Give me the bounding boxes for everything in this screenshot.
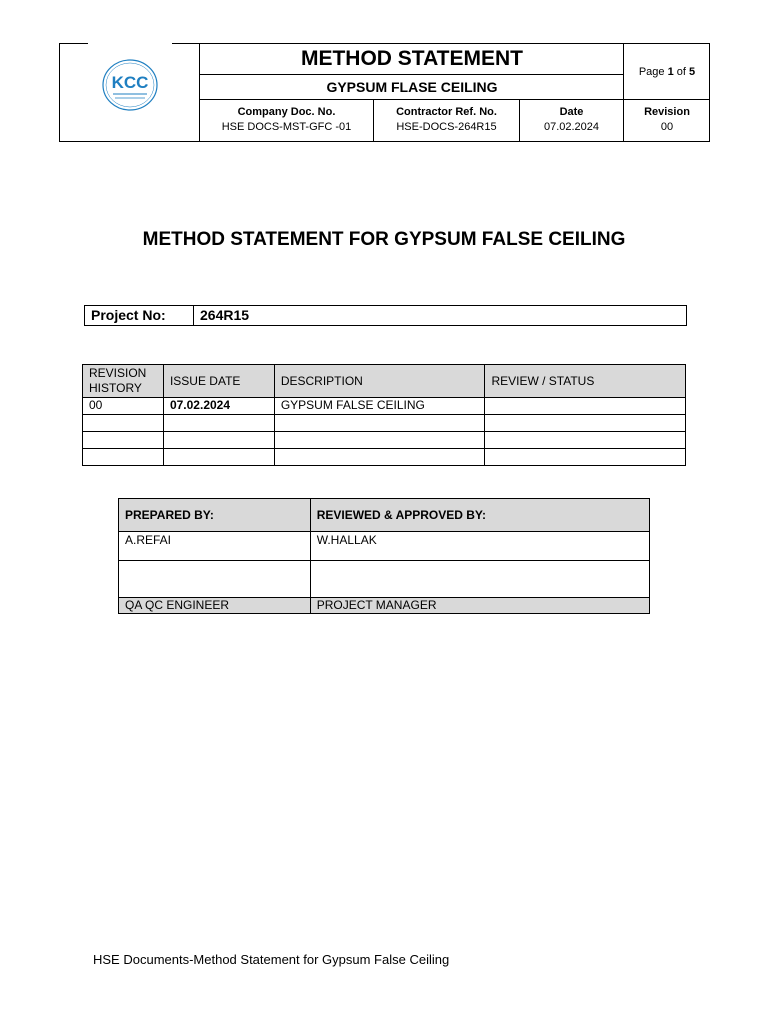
table-header-row [83, 365, 686, 398]
company-doc-no: Company Doc. No. HSE DOCS-MST-GFC -01 [221, 106, 352, 133]
table-cell [485, 432, 686, 449]
header-subtitle: GYPSUM FLASE CEILING [200, 75, 624, 100]
table-cell [485, 398, 686, 415]
company-logo [101, 58, 159, 112]
table-cell [485, 415, 686, 432]
document-title: METHOD STATEMENT FOR GYPSUM FALSE CEILING [142, 229, 626, 250]
table-cell [83, 415, 164, 432]
table-cell [163, 432, 274, 449]
table-cell [485, 449, 686, 466]
page-indicator: Page 1 of 5 [623, 44, 710, 100]
project-number-value: 264R15 [200, 307, 250, 323]
document-date: Date 07.02.2024 [519, 100, 623, 141]
column-header: REVISION HISTORY [83, 365, 164, 398]
table-row [119, 532, 650, 561]
preparer-role: QA QC ENGINEER [119, 598, 311, 614]
table-cell [83, 449, 164, 466]
signature-table [118, 498, 650, 614]
table-cell [274, 432, 485, 449]
table-header-row [119, 499, 650, 532]
svg-text:KCC: KCC [111, 73, 149, 92]
header-title: METHOD STATEMENT [200, 44, 624, 75]
document-header [59, 43, 710, 142]
revision-number: Revision 00 [623, 100, 710, 141]
page-footer: HSE Documents-Method Statement for Gypsum False Ceiling [93, 952, 450, 967]
project-number-label: Project No: [85, 306, 194, 325]
table-cell [274, 415, 485, 432]
contractor-ref-no: Contractor Ref. No. HSE-DOCS-264R15 [373, 100, 519, 141]
logo-cell [60, 44, 200, 141]
reviewed-approved-header: REVIEWED & APPROVED BY: [310, 499, 649, 532]
header-meta-row [200, 100, 710, 141]
revision-history-table [82, 364, 686, 466]
project-number-box [84, 305, 687, 326]
table-row [83, 432, 686, 449]
table-row [83, 415, 686, 432]
table-cell [274, 449, 485, 466]
table-cell: 07.02.2024 [163, 398, 274, 415]
table-cell [163, 449, 274, 466]
table-cell: 00 [83, 398, 164, 415]
signature-row [119, 561, 650, 598]
table-cell: GYPSUM FALSE CEILING [274, 398, 485, 415]
preparer-signature [119, 561, 311, 598]
table-row [83, 449, 686, 466]
prepared-by-header: PREPARED BY: [119, 499, 311, 532]
column-header: ISSUE DATE [163, 365, 274, 398]
preparer-name: A.REFAI [119, 532, 311, 561]
column-header: DESCRIPTION [274, 365, 485, 398]
table-row [83, 398, 686, 415]
approver-name: W.HALLAK [310, 532, 649, 561]
table-row [119, 598, 650, 614]
table-cell [163, 415, 274, 432]
table-cell [83, 432, 164, 449]
approver-signature [310, 561, 649, 598]
approver-role: PROJECT MANAGER [310, 598, 649, 614]
column-header: REVIEW / STATUS [485, 365, 686, 398]
